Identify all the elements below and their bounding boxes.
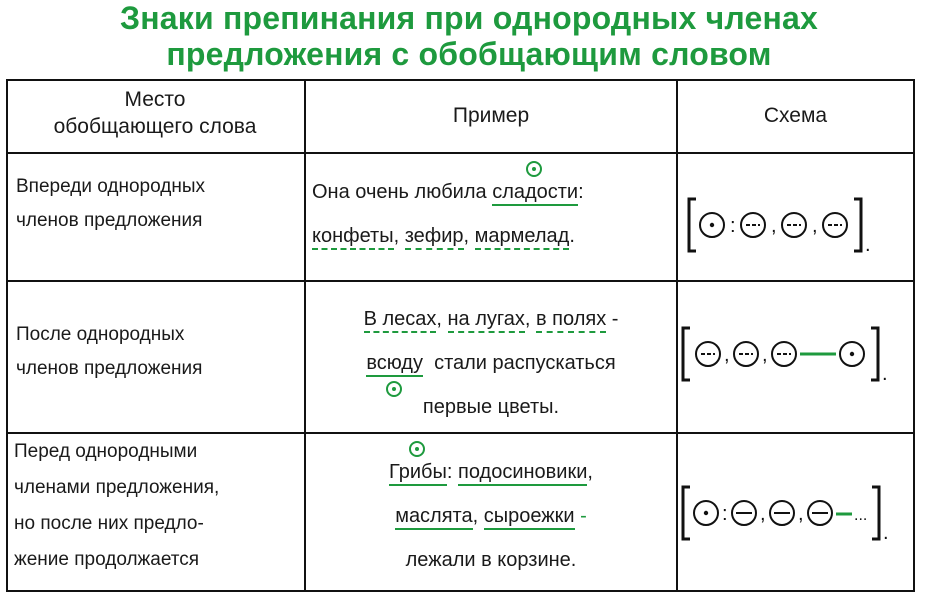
homogeneous-member: конфеты — [312, 225, 394, 250]
homogeneous-member: на лугах — [448, 308, 525, 333]
row-1-scheme — [686, 193, 912, 262]
row-3-place — [14, 434, 303, 578]
row-3-place-line-1: Перед однородными — [14, 441, 198, 462]
header-place — [10, 86, 300, 140]
homogeneous-member: в полях — [536, 308, 606, 333]
bracket-left-icon — [683, 328, 690, 380]
period: . — [569, 225, 575, 247]
example-text: Она очень любила — [312, 181, 493, 203]
homogeneous-member: маслята — [395, 505, 472, 530]
homogeneous-member: В лесах — [364, 308, 437, 333]
circle-dot — [850, 352, 854, 356]
row-3-scheme-diagram — [680, 481, 912, 545]
comma: , — [393, 225, 405, 247]
dash: - — [606, 308, 619, 330]
row-2-place — [16, 318, 301, 386]
scheme-end: . — [883, 522, 889, 544]
comma: , — [463, 225, 475, 247]
scheme-punct: —... — [680, 481, 682, 482]
generalizing-word — [366, 352, 423, 377]
bracket-left-icon — [683, 487, 690, 539]
scheme-punct: , — [771, 215, 777, 237]
table-divider-2 — [6, 280, 915, 282]
row-3-place-line-4: жение продолжается — [14, 549, 200, 570]
row-1-example-line-1 — [312, 170, 676, 214]
comma: , — [587, 461, 593, 483]
scheme-punct: : — [730, 215, 736, 237]
generalizing-word — [492, 181, 578, 206]
colon: : — [578, 181, 584, 203]
generalizing-word-text: Грибы — [389, 461, 447, 483]
scheme-punct: , — [812, 215, 818, 237]
colon: : — [446, 461, 459, 483]
homogeneous-member: зефир — [405, 225, 464, 250]
row-2-place-line-1: После однородных — [16, 324, 185, 345]
row-3-place-line-3: но после них предло- — [14, 513, 204, 534]
row-3-example-line-2 — [306, 494, 676, 538]
ellipsis: ... — [854, 507, 868, 524]
row-2-place-line-2: членов предложения — [16, 358, 203, 379]
row-3-example-line-1 — [306, 450, 676, 494]
scheme-end: . — [882, 363, 888, 385]
row-2-example-line-2 — [306, 341, 676, 385]
example-text: стали распускаться — [422, 352, 616, 374]
row-2-example — [306, 297, 676, 429]
bracket-right-icon — [872, 487, 879, 539]
comma: , — [472, 505, 484, 527]
table-border-right — [913, 79, 915, 592]
row-2-scheme — [680, 322, 912, 391]
table-divider-1 — [6, 152, 915, 154]
scheme-punct: , — [724, 344, 730, 366]
row-1-place-line-1: Впереди однородных — [16, 176, 205, 197]
table-border-bottom — [6, 590, 915, 592]
row-1-place-line-2: членов предложения — [16, 210, 203, 231]
generalizing-word-text: сладости — [492, 181, 579, 203]
scheme-punct: , — [760, 503, 766, 525]
table-border-left — [6, 79, 8, 592]
bracket-right-icon — [871, 328, 878, 380]
homogeneous-member: мармелад — [475, 225, 570, 250]
row-1-scheme-diagram — [686, 193, 912, 257]
row-1-example — [312, 170, 676, 258]
homogeneous-member: подосиновики — [458, 461, 587, 486]
row-3-example — [306, 450, 676, 582]
scheme-punct: — — [680, 322, 681, 323]
generalizing-word-marker-icon — [526, 161, 542, 177]
comma: , — [524, 308, 536, 330]
generalizing-word — [389, 461, 447, 486]
row-3-scheme — [680, 481, 912, 550]
page-title-line-1: Знаки препинания при однородных членах — [120, 0, 818, 36]
header-place-line-2: обобщающего слова — [53, 115, 257, 138]
table-divider-col-2 — [676, 79, 678, 592]
page-title-line-2: предложения с обобщающим словом — [166, 36, 772, 72]
scheme-punct: : — [722, 503, 728, 525]
homogeneous-member: сыроежки — [484, 505, 575, 530]
row-2-example-line-3: первые цветы. — [422, 396, 560, 418]
comma: , — [436, 308, 448, 330]
circle-dot — [710, 223, 714, 227]
row-1-example-line-2 — [312, 214, 676, 258]
row-3-place-line-2: членами предложения, — [14, 477, 220, 498]
circle-dot — [704, 511, 708, 515]
scheme-end: . — [865, 234, 871, 256]
table-border-top — [6, 79, 915, 81]
scheme-punct: , — [762, 344, 768, 366]
scheme-punct: , — [798, 503, 804, 525]
row-2-example-line-1 — [306, 297, 676, 341]
header-place-line-1: Место — [124, 88, 186, 111]
generalizing-word-marker-icon — [386, 381, 402, 397]
bracket-right-icon — [854, 199, 861, 251]
bracket-left-icon — [689, 199, 696, 251]
generalizing-word-text: всюду — [366, 352, 423, 374]
row-2-scheme-diagram — [680, 322, 912, 386]
header-example: Пример — [452, 104, 530, 127]
generalizing-word-marker-icon — [409, 441, 425, 457]
dash: - — [574, 505, 587, 527]
row-1-place — [16, 170, 301, 238]
header-scheme: Схема — [763, 104, 828, 127]
row-3-example-line-3: лежали в корзине. — [405, 549, 577, 571]
